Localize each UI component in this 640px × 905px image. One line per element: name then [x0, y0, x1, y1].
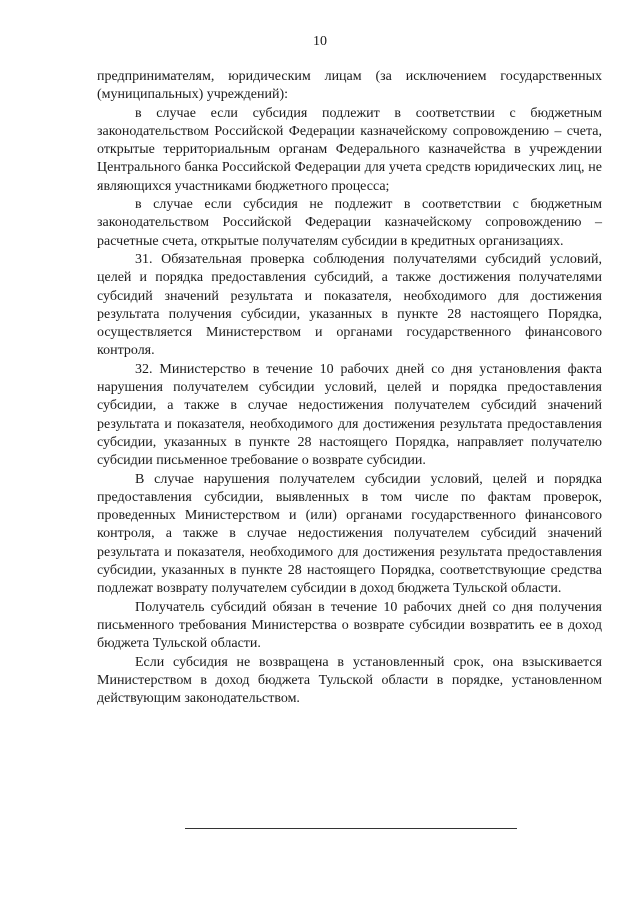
paragraph-clause-32: 32. Министерство в течение 10 рабочих дней со дня установления факта нарушения получателем субсидии условий, целей и порядка предоставления субсидии, а также в случае недостижения получателем субсидий значений результата и показателя, необходимого для достижения результата предоставления субсидии, указанных в пункте 28 настоящего Порядка, направляет получателю субсидии письменное требование о возврате субсидии. — [97, 361, 602, 469]
paragraph-refund-deadline: Получатель субсидий обязан в течение 10 рабочих дней со дня получения письменного требования Министерства о возврате субсидии возвратить ее в доход бюджета Тульской области. — [97, 599, 602, 652]
paragraph-treasury-accounts: в случае если субсидия подлежит в соответствии с бюджетным законодательством Российской Федерации казначейскому сопровождению – счета, открытые территориальным органам Федерального казначейства в учреждении Центрального банка Российской Федерации для учета средств юридических лиц, не являющихся участниками бюджетного процесса; — [97, 105, 602, 194]
paragraph-violation-refund: В случае нарушения получателем субсидии условий, целей и порядка предоставления субсидии, выявленных в том числе по фактам проверок, проведенных Министерством и (или) органами государственного финансового контроля, а также в случае недостижения получателем субсидий значений результата и показателя, необходимого для достижения результата предоставления субсидии, указанных в пункте 28 настоящего Порядка, соответствующие средства подлежат возврату получателем субсидии в доход бюджета Тульской области. — [97, 471, 602, 597]
paragraph-continuation: предпринимателям, юридическим лицам (за исключением государственных (муниципальных) учреждений): — [97, 69, 602, 103]
paragraph-clause-31: 31. Обязательная проверка соблюдения получателями субсидий условий, целей и порядка предоставления субсидий, а также достижения получателями субсидий значений результата и показателя, необходимого для достижения результата получения субсидии, указанных в пункте 28 настоящего Порядка, осуществляется Министерством и органами государственного финансового контроля. — [97, 251, 602, 359]
document-body — [97, 68, 602, 708]
paragraph-settlement-accounts: в случае если субсидия не подлежит в соответствии с бюджетным законодательством Российской Федерации казначейскому сопровождению – расчетные счета, открытые получателям субсидии в кредитных организациях. — [97, 197, 602, 249]
paragraph-enforced-recovery: Если субсидия не возвращена в установленный срок, она взыскивается Министерством в доход бюджета Тульской области в порядке, установленном действующим законодательством. — [97, 654, 602, 707]
page-number: 10 — [313, 34, 327, 49]
closing-divider-line — [185, 828, 517, 829]
